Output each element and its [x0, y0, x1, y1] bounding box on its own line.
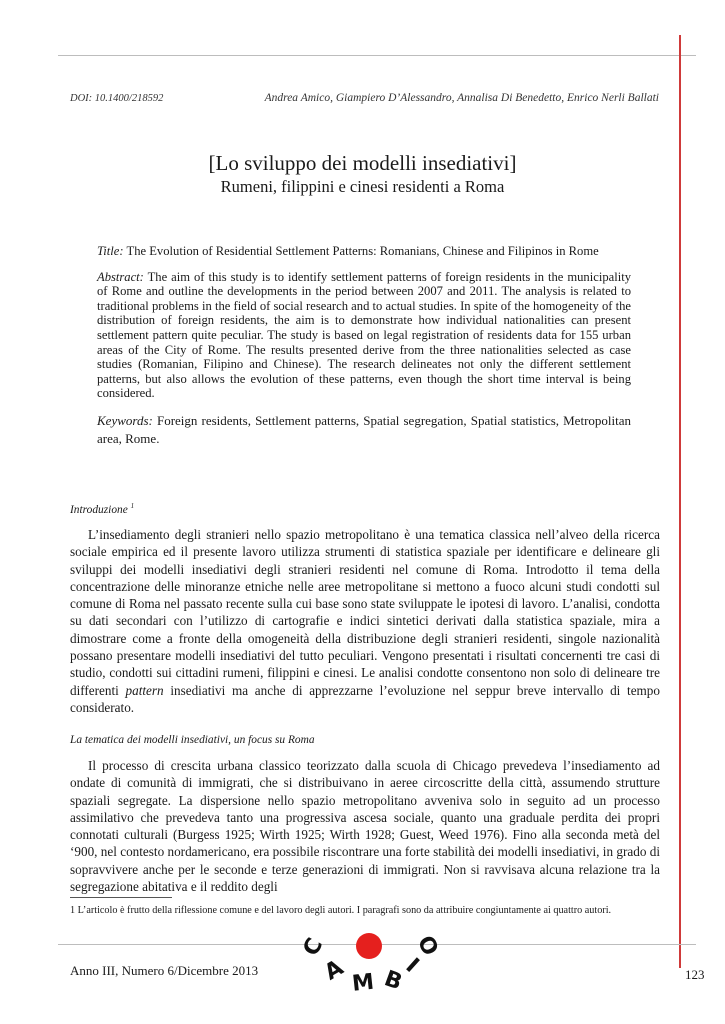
- abstract-paragraph: [97, 270, 631, 401]
- logo-letter-b: B: [380, 966, 406, 996]
- issue-info: Anno III, Numero 6/Dicembre 2013: [70, 963, 259, 978]
- footnote-ref: 1: [130, 502, 135, 510]
- section2-paragraph: Il processo di crescita urbana classico teorizzato dalla scuola di Chicago prevedeva l’insediamento ad ondate di comunità di immigrati, che si distribuivano in aeree circoscritte della città, assumendo strutture spaziali segregate. La dispersione nello spazio metropolitano avveniva solo in seguito ad un processo assimilativo che prevedeva tanto una progressiva ascesa sociale, quanto una graduale perdita dei propri connotati culturali (Burgess 1925; Wirth 1925; Wirth 1928; Guest, Weed 1976). Fino alla seconda metà del ‘900, nel contesto nordamericano, era possibile riscontrare una forte stabilità dei modelli insediativi, in grado di sopravvivere anche per le seconde e terze generazioni di immigrati. Non si ravvisava alcuna relazione tra la segregazione abitativa e il reddito degli: [70, 758, 660, 895]
- logo-letter-c: C: [298, 934, 329, 961]
- abstract-block: [97, 244, 631, 459]
- authors: Andrea Amico, Giampiero D’Alessandro, Annalisa Di Benedetto, Enrico Nerli Ballati: [264, 92, 659, 104]
- english-title: [97, 244, 631, 259]
- abstract-text: The aim of this study is to identify settlement patterns of foreign residents in the municipality of Rome and outline the developments in the period between 2007 and 2011. The analysis is related to traditional problems in the field of social research and to actual studies. In spite of the homogeneity of the distribution of foreign residents, the aim is to demonstrate how individual nationalities can present settlement pattern quite peculiar. The study is based on legal registration of residents data for 155 urban areas of the City of Rome. The results presented derive from the three nationalities selected as case studies (Romanian, Filipino and Chinese). The research delineates not only the different settlement patterns, but also allows the evolution of these patterns, even though the short time interval is being considered.: [97, 269, 631, 401]
- top-rule: [58, 55, 696, 56]
- keywords: [97, 412, 631, 448]
- footnote: 1 L’articolo è frutto della riflessione comune e del lavoro degli autori. I paragrafi sono da attribuire congiuntamente ai quattro autori.: [70, 905, 612, 916]
- intro-heading-text: Introduzione: [70, 503, 128, 516]
- logo-letter-i: I: [400, 953, 424, 978]
- article-subtitle: Rumeni, filippini e cinesi residenti a Roma: [220, 177, 505, 196]
- intro-italic: pattern: [125, 682, 164, 698]
- intro-body: [70, 526, 660, 716]
- logo-red-dot: [356, 933, 382, 959]
- section2-body: [70, 757, 660, 895]
- title-label: Title:: [97, 244, 124, 258]
- logo-letter-o: O: [411, 931, 443, 961]
- footnote-rule: [70, 897, 172, 898]
- logo-letter-m: M: [350, 969, 376, 997]
- doi: DOI: 10.1400/218592: [70, 93, 164, 104]
- intro-paragraph: [70, 526, 660, 716]
- page-number: 123: [685, 967, 705, 982]
- title-text: The Evolution of Residential Settlement Patterns: Romanians, Chinese and Filipinos in Rome: [123, 244, 599, 258]
- article-title: [Lo sviluppo dei modelli insediativi]: [208, 151, 517, 175]
- abstract-label: Abstract:: [97, 269, 144, 284]
- cambio-logo: [296, 920, 456, 1020]
- section2-heading: La tematica dei modelli insediativi, un focus su Roma: [70, 734, 315, 746]
- intro-heading: [70, 502, 134, 516]
- keywords-label: Keywords:: [97, 412, 153, 428]
- logo-letter-a: A: [320, 955, 348, 986]
- keywords-text: Foreign residents, Settlement patterns, Spatial segregation, Spatial statistics, Metropolitan area, Rome.: [97, 412, 631, 446]
- intro-text-2: insediativi ma anche di apprezzarne l’evoluzione nel seppur breve intervallo di tempo considerato.: [70, 682, 660, 715]
- intro-text-1: L’insediamento degli stranieri nello spazio metropolitano è una tematica classica nell’alveo della ricerca sociale empirica ed il presente lavoro utilizza strumenti di statistica spaziale per identificare e delineare gli sviluppi dei modelli insediativi degli stranieri residenti nel comune di Roma. Introdotto il tema della concentrazione delle minoranze etniche nelle aree metropolitane si mettono a fuoco alcuni studi condotti sul comune di Roma nel passato recente sulla cui base sono state sviluppate le ipotesi di lavoro. L’analisi, condotta su dati secondari con l’utilizzo di cartografie e indici sintetici derivati dalla statistica spaziale, mira a dimostrare come a fronte della omogeneità della distribuzione degli stranieri residenti, singole nazionalità possano presentare modelli insediativi del tutto peculiari. Vengono presentati i risultati concernenti tre casi di studio, condotti sui cittadini rumeni, filippini e cinesi. Le analisi condotte consentono non solo di delineare tre differenti: [70, 527, 660, 698]
